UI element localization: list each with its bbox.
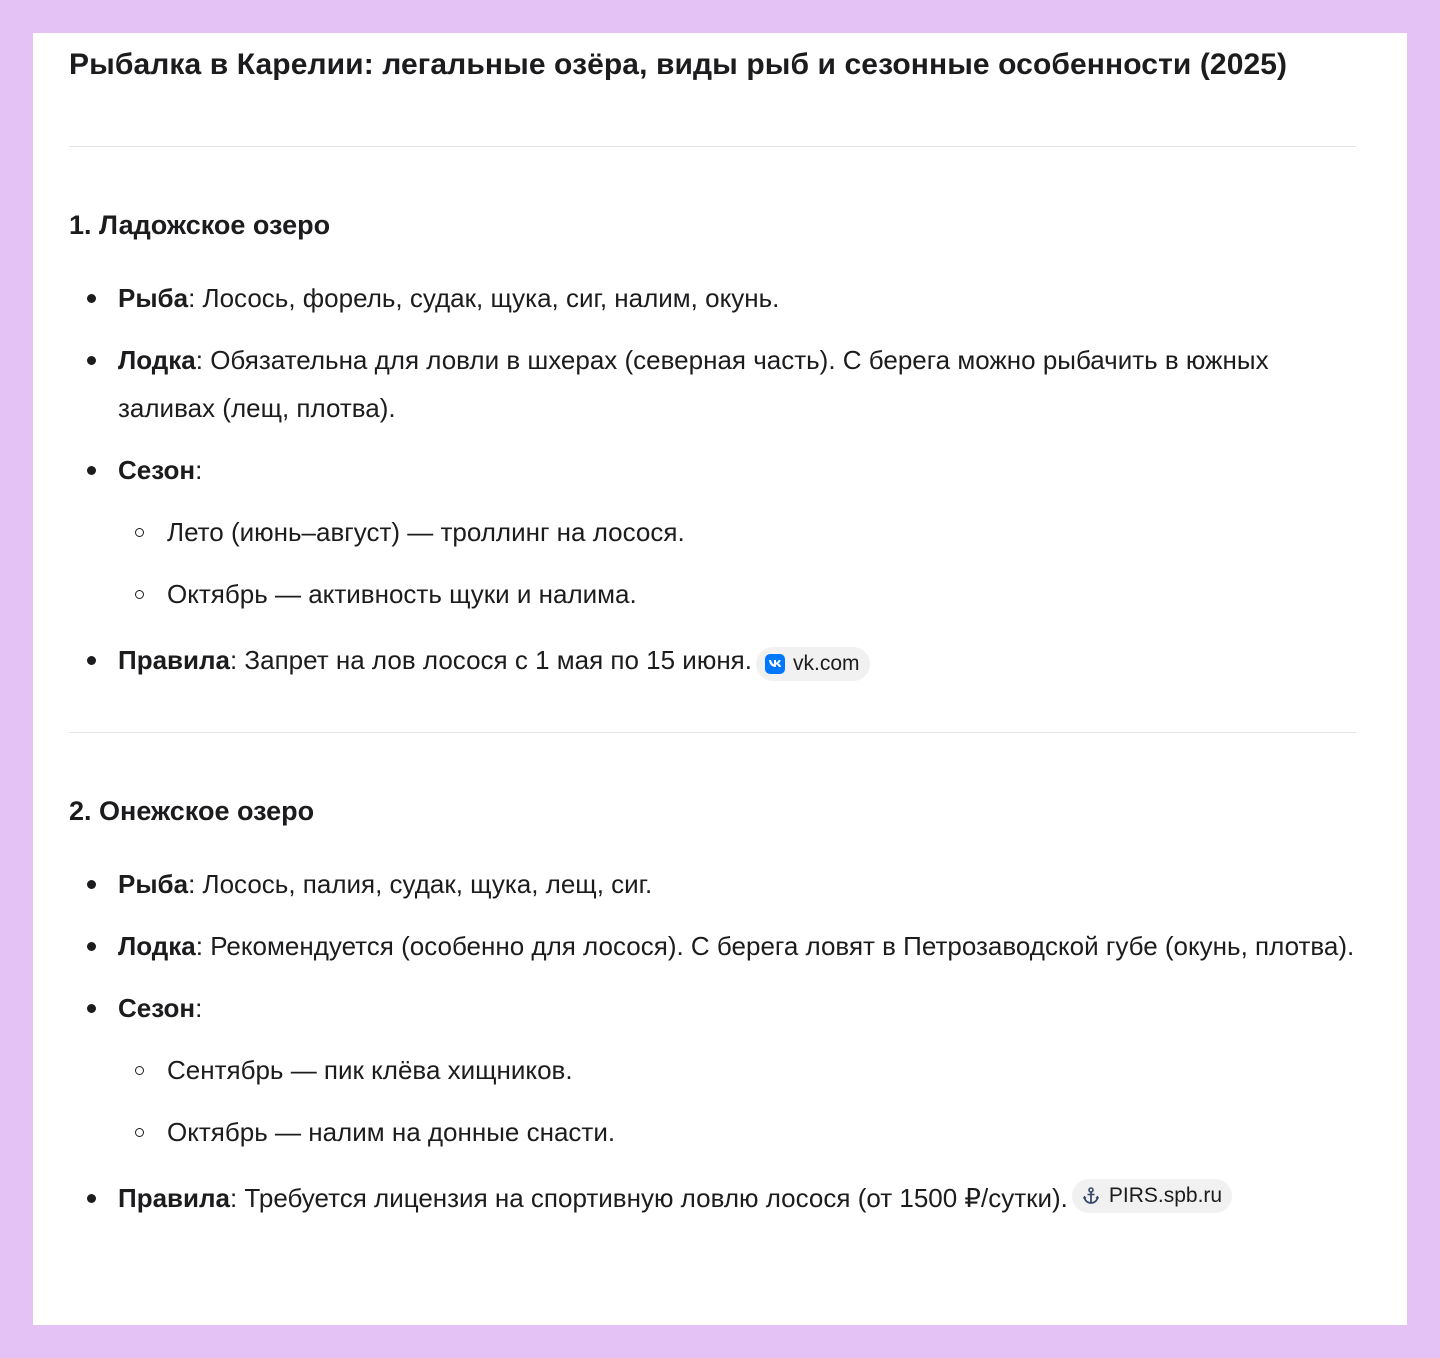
article-content: [33, 33, 1407, 1222]
fish-item: [69, 860, 1356, 908]
section-heading: 1. Ладожское озеро: [69, 210, 331, 240]
rules-item: [69, 636, 1356, 684]
boat-label: Лодка: [118, 345, 196, 375]
boat-item: [69, 922, 1356, 970]
boat-text: : Рекомендуется (особенно для лосося). С берега ловят в Петрозаводской губе (окунь, плотва).: [195, 931, 1355, 961]
section-bullets: [69, 274, 1356, 684]
fish-text: : Лосось, палия, судак, щука, лещ, сиг.: [188, 869, 653, 899]
season-subitem: Сентябрь — пик клёва хищников.: [118, 1046, 1356, 1094]
season-subitem: Октябрь — налим на донные снасти.: [118, 1108, 1356, 1156]
rules-text: : Требуется лицензия на спортивную ловлю лосося (от 1500 ₽/сутки).: [229, 1183, 1068, 1213]
fish-label: Рыба: [118, 869, 189, 899]
section-heading: 2. Онежское озеро: [69, 796, 315, 826]
section-divider: [69, 146, 1356, 147]
season-subitem: Октябрь — активность щуки и налима.: [118, 570, 1356, 618]
fish-text: : Лосось, форель, судак, щука, сиг, налим, окунь.: [188, 283, 780, 313]
season-label: Сезон: [118, 993, 196, 1023]
article-card: [33, 33, 1407, 1325]
source-chip-label: vk.com: [792, 651, 860, 675]
fish-item: [69, 274, 1356, 322]
rules-label: Правила: [118, 1183, 230, 1213]
fish-label: Рыба: [118, 283, 189, 313]
season-subitem: Лето (июнь–август) — троллинг на лосося.: [118, 508, 1356, 556]
season-subitems: [118, 1046, 1356, 1156]
season-label: Сезон: [118, 455, 196, 485]
source-chip-vk[interactable]: [756, 647, 870, 681]
section-onega: [69, 794, 1356, 1222]
rules-item: [69, 1174, 1356, 1222]
anchor-icon: [1081, 1186, 1101, 1206]
page-title: Рыбалка в Карелии: легальные озёра, виды рыб и сезонные особенности (2025): [69, 48, 1288, 81]
boat-item: [69, 336, 1356, 432]
season-colon: :: [195, 455, 203, 485]
boat-label: Лодка: [118, 931, 196, 961]
season-colon: :: [195, 993, 203, 1023]
rules-label: Правила: [118, 645, 230, 675]
section-bullets: [69, 860, 1356, 1222]
rules-text: : Запрет на лов лосося с 1 мая по 15 июня.: [229, 645, 752, 675]
season-subitems: [118, 508, 1356, 618]
source-chip-label: PIRS.spb.ru: [1108, 1184, 1223, 1207]
source-chip-pirs[interactable]: [1072, 1179, 1232, 1213]
section-divider: [69, 732, 1356, 733]
season-item: [69, 984, 1356, 1156]
season-item: [69, 446, 1356, 618]
vk-icon: [765, 654, 785, 674]
boat-text: : Обязательна для ловли в шхерах (северная часть). С берега можно рыбачить в южных заливах (лещ, плотва).: [118, 345, 1269, 423]
section-ladoga: [69, 208, 1356, 684]
